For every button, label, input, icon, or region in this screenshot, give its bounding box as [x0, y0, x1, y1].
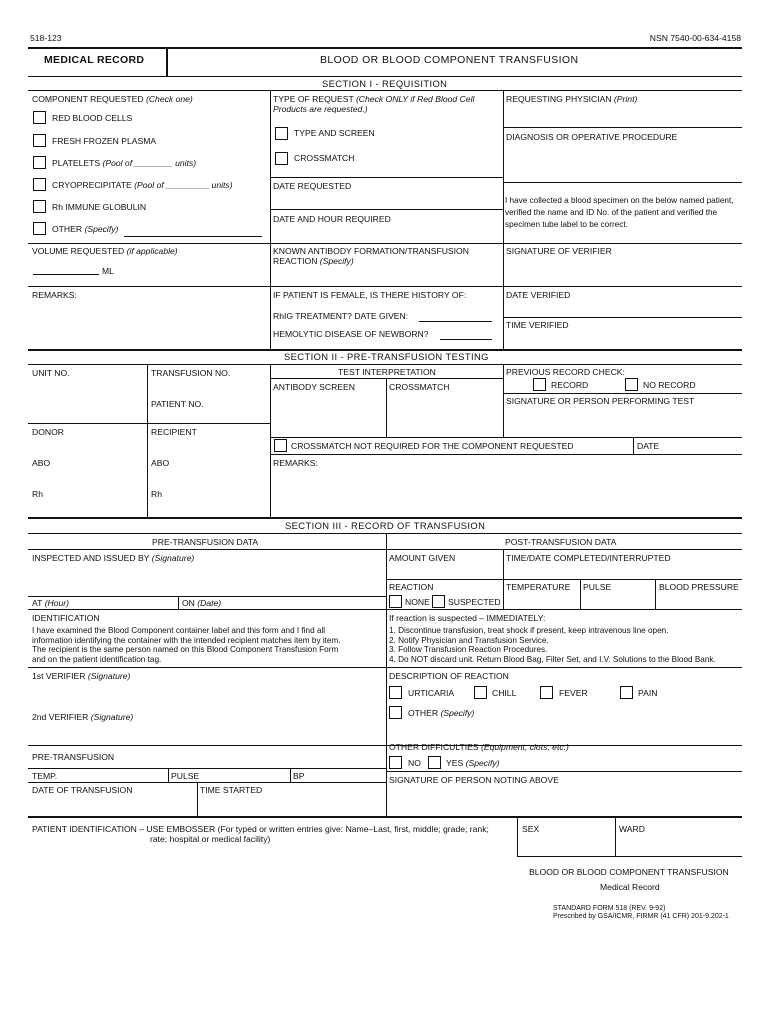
type-note: Products are requested.): [273, 104, 368, 114]
standard-form-label: STANDARD FORM 518 (REV. 9-92): [553, 905, 666, 912]
identification-label: IDENTIFICATION: [32, 613, 100, 623]
suspected-label: SUSPECTED: [448, 597, 501, 607]
other-reaction-checkbox[interactable]: [389, 706, 402, 719]
section-2-title: SECTION II - PRE-TRANSFUSION TESTING: [284, 351, 489, 362]
pre-transfusion-data-label: PRE-TRANSFUSION DATA: [152, 537, 259, 547]
date-requested-label: DATE REQUESTED: [273, 181, 352, 191]
post-transfusion-data-label: POST-TRANSFUSION DATA: [505, 537, 617, 547]
post-pulse-label: PULSE: [583, 582, 612, 592]
diagnosis-label: DIAGNOSIS OR OPERATIVE PROCEDURE: [506, 132, 678, 142]
section-3-title: SECTION III - RECORD OF TRANSFUSION: [285, 520, 486, 531]
suspected-checkbox[interactable]: [432, 595, 445, 608]
female-history-label: IF PATIENT IS FEMALE, IS THERE HISTORY OF:: [273, 290, 467, 300]
ward-label: WARD: [619, 824, 645, 834]
previous-record-label: PREVIOUS RECORD CHECK:: [506, 367, 625, 377]
ml-label: ML: [102, 266, 114, 276]
rh-donor-label: Rh: [32, 489, 43, 499]
hdn-line[interactable]: [440, 339, 492, 340]
inspected-label: INSPECTED AND ISSUED BY (Signature): [32, 553, 195, 563]
record-checkbox[interactable]: [533, 378, 546, 391]
section-1-title: SECTION I - REQUISITION: [322, 78, 448, 89]
at-hour-label: AT (Hour): [32, 598, 69, 608]
other-component-line[interactable]: [124, 236, 262, 237]
patient-id-label-2: rate; hospital or medical facility): [150, 834, 271, 844]
date-verified-label: DATE VERIFIED: [506, 290, 571, 300]
urticaria-label: URTICARIA: [408, 688, 455, 698]
reaction-step-4: 4. Do NOT discard unit. Return Blood Bag, Filter Set, and I.V. Solutions to the Blood Bank.: [389, 654, 716, 664]
sex-label: SEX: [522, 824, 540, 834]
rh-immune-checkbox[interactable]: [33, 200, 46, 213]
record-label: RECORD: [551, 380, 589, 390]
signature-test-label: SIGNATURE OR PERSON PERFORMING TEST: [506, 396, 695, 406]
amount-given-label: AMOUNT GIVEN: [389, 553, 456, 563]
recipient-label: RECIPIENT: [151, 427, 197, 437]
nsn-number: NSN 7540-00-634-4158: [649, 33, 741, 43]
time-date-completed-label: TIME/DATE COMPLETED/INTERRUPTED: [506, 553, 671, 563]
component-requested-label: COMPONENT REQUESTED (Check one): [32, 94, 193, 104]
antibody-screen-label: ANTIBODY SCREEN: [273, 382, 355, 392]
known-antibody-reaction-label: REACTION (Specify): [273, 256, 354, 266]
type-screen-checkbox[interactable]: [275, 127, 288, 140]
none-label: NONE: [405, 597, 430, 607]
on-date-label: ON (Date): [182, 598, 222, 608]
ffp-label: FRESH FROZEN PLASMA: [52, 136, 157, 146]
none-checkbox[interactable]: [389, 595, 402, 608]
reaction-step-2: 2. Notify Physician and Transfusion Service.: [389, 635, 549, 645]
pain-label: PAIN: [638, 688, 658, 698]
form-code: 518-123: [30, 33, 62, 43]
known-antibody-label: KNOWN ANTIBODY FORMATION/TRANSFUSION: [273, 246, 469, 256]
requesting-physician-label: REQUESTING PHYSICIAN (Print): [506, 94, 638, 104]
other-component-label: OTHER (Specify): [52, 224, 119, 234]
reaction-label: REACTION: [389, 582, 434, 592]
signature-noting-label: SIGNATURE OF PERSON NOTING ABOVE: [389, 775, 559, 785]
abo-donor-label: ABO: [32, 458, 51, 468]
blood-pressure-label: BLOOD PRESSURE: [659, 582, 739, 592]
footer-medical-record: Medical Record: [600, 882, 660, 892]
cryo-checkbox[interactable]: [33, 178, 46, 191]
if-reaction-label: If reaction is suspected – IMMEDIATELY:: [389, 613, 546, 623]
signature-verifier-label: SIGNATURE OF VERIFIER: [506, 246, 612, 256]
patient-id-label: PATIENT IDENTIFICATION – USE EMBOSSER (For typed or written entries give: Name–Last, first, middle; grade; rank;: [32, 824, 489, 834]
first-verifier-label: 1st VERIFIER (Signature): [32, 671, 131, 681]
platelets-checkbox[interactable]: [33, 156, 46, 169]
crossmatch-test-label: CROSSMATCH: [389, 382, 450, 392]
bp-label: BP: [293, 771, 305, 781]
identification-text-4: and on the patient identification tag.: [32, 654, 162, 664]
rh-immune-label: Rh IMMUNE GLOBULIN: [52, 202, 147, 212]
urticaria-checkbox[interactable]: [389, 686, 402, 699]
no-record-checkbox[interactable]: [625, 378, 638, 391]
second-verifier-label: 2nd VERIFIER (Signature): [32, 712, 134, 722]
type-screen-label: TYPE AND SCREEN: [294, 128, 375, 138]
crossmatch-date-label: DATE: [637, 441, 660, 451]
crossmatch-request-label: CROSSMATCH: [294, 153, 355, 163]
time-started-label: TIME STARTED: [200, 785, 263, 795]
footer-form-title: BLOOD OR BLOOD COMPONENT TRANSFUSION: [529, 867, 729, 877]
crossmatch-not-required-label: CROSSMATCH NOT REQUIRED FOR THE COMPONENT REQUESTED: [291, 441, 574, 451]
date-of-transfusion-label: DATE OF TRANSFUSION: [32, 785, 133, 795]
crossmatch-request-checkbox[interactable]: [275, 152, 288, 165]
patient-no-label: PATIENT NO.: [151, 399, 204, 409]
volume-line[interactable]: [33, 274, 99, 275]
temp-label: TEMP.: [32, 771, 58, 781]
identification-text-3: The recipient is the same person named on this Blood Component Transfusion Form: [32, 645, 339, 654]
transfusion-no-label: TRANSFUSION NO.: [151, 368, 231, 378]
no-record-label: NO RECORD: [643, 380, 696, 390]
identification-text-2: information identifying the container with the intended recipient matches item by item.: [32, 635, 341, 645]
description-reaction-label: DESCRIPTION OF REACTION: [389, 671, 509, 681]
remarks-label: REMARKS:: [32, 290, 77, 300]
rhig-date-line[interactable]: [419, 321, 492, 322]
chill-checkbox[interactable]: [474, 686, 487, 699]
remarks-2-label: REMARKS:: [273, 458, 318, 468]
yes-difficulty-label: YES (Specify): [446, 758, 500, 768]
other-difficulties-label: OTHER DIFFICULTIES (Equipment, clots, etc.): [389, 742, 569, 752]
cryo-label: CRYOPRECIPITATE (Pool of _________ units): [52, 180, 233, 190]
fever-checkbox[interactable]: [540, 686, 553, 699]
pain-checkbox[interactable]: [620, 686, 633, 699]
volume-requested-label: VOLUME REQUESTED (if applicable): [32, 246, 178, 256]
crossmatch-not-required-checkbox[interactable]: [274, 439, 287, 452]
reaction-step-1: 1. Discontinue transfusion, treat shock if present, keep intravenous line open.: [389, 626, 669, 635]
pre-pulse-label: PULSE: [171, 771, 200, 781]
other-reaction-label: OTHER (Specify): [408, 708, 475, 718]
no-difficulty-checkbox[interactable]: [389, 756, 402, 769]
rh-recipient-label: Rh: [151, 489, 162, 499]
page-title: BLOOD OR BLOOD COMPONENT TRANSFUSION: [320, 54, 579, 66]
rbc-label: RED BLOOD CELLS: [52, 113, 133, 123]
fever-label: FEVER: [559, 688, 588, 698]
unit-no-label: UNIT NO.: [32, 368, 70, 378]
donor-label: DONOR: [32, 427, 64, 437]
test-interpretation-label: TEST INTERPRETATION: [338, 367, 436, 377]
medical-record-label: MEDICAL RECORD: [44, 54, 145, 66]
date-hour-required-label: DATE AND HOUR REQUIRED: [273, 214, 391, 224]
reaction-step-3: 3. Follow Transfusion Reaction Procedures.: [389, 645, 548, 654]
chill-label: CHILL: [492, 688, 517, 698]
temperature-label: TEMPERATURE: [506, 582, 571, 592]
abo-recipient-label: ABO: [151, 458, 170, 468]
rhig-label: RhIG TREATMENT? DATE GIVEN:: [273, 311, 409, 321]
collected-statement: I have collected a blood specimen on the below named patient, verified the name and ID No. of the patient and verified the specimen tube label to be correct.: [505, 196, 734, 229]
yes-difficulty-checkbox[interactable]: [428, 756, 441, 769]
type-of-request-label: TYPE OF REQUEST (Check ONLY if Red Blood Cell: [273, 94, 475, 104]
time-verified-label: TIME VERIFIED: [506, 320, 569, 330]
ffp-checkbox[interactable]: [33, 134, 46, 147]
identification-text-1: I have examined the Blood Component container label and this form and I find all: [32, 626, 326, 635]
no-difficulty-label: NO: [408, 758, 421, 768]
platelets-label: PLATELETS (Pool of ________ units): [52, 158, 197, 168]
prescribed-label: Prescribed by GSA/ICMR, FIRMR (41 CFR) 201-9.202-1: [553, 913, 729, 920]
rbc-checkbox[interactable]: [33, 111, 46, 124]
other-component-checkbox[interactable]: [33, 222, 46, 235]
hdn-label: HEMOLYTIC DISEASE OF NEWBORN?: [273, 329, 429, 339]
pre-transfusion-label: PRE-TRANSFUSION: [32, 752, 115, 762]
